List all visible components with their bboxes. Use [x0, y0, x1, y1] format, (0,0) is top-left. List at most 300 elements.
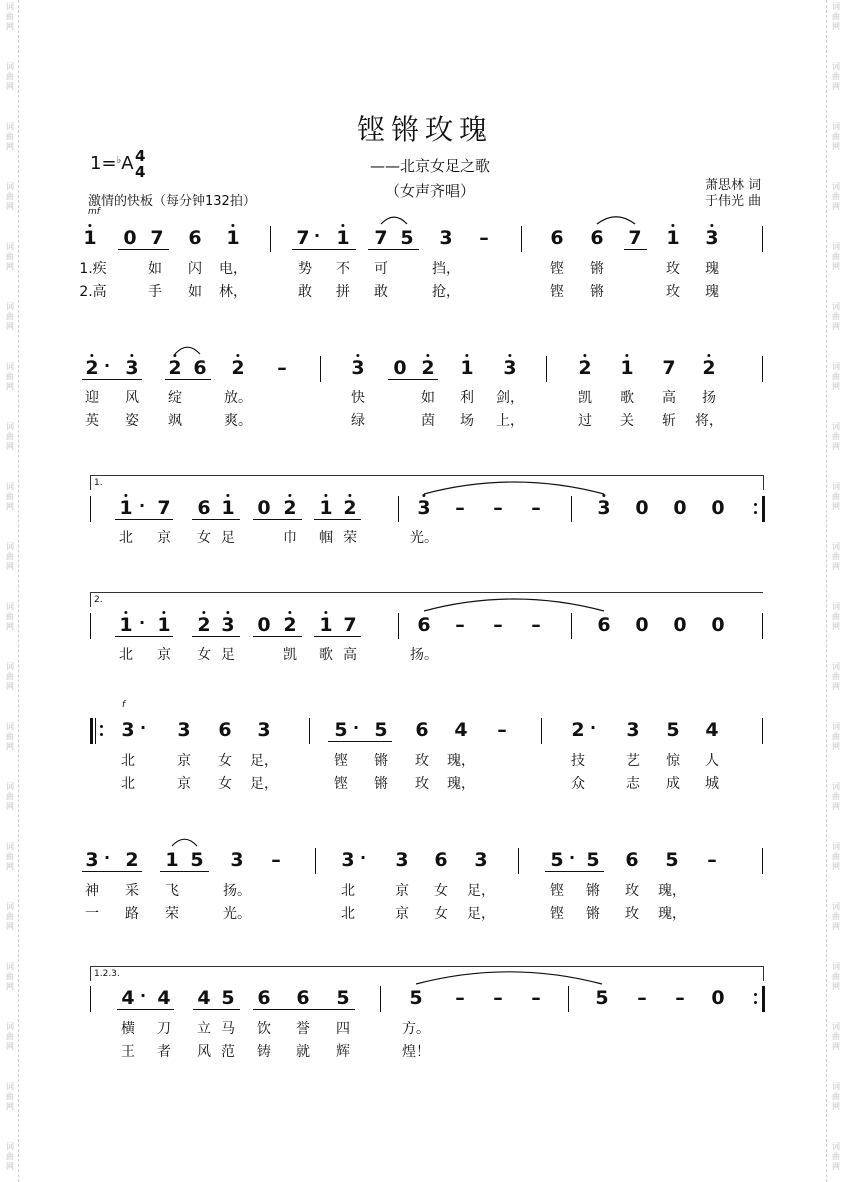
repeat-dot — [100, 725, 103, 728]
watermark-text: 词 曲 网 — [832, 2, 840, 31]
volta-bracket — [90, 966, 764, 981]
slur — [172, 839, 197, 846]
watermark-text: 词 曲 网 — [6, 2, 14, 31]
lyric-syllable: 绽 — [168, 390, 182, 406]
note-digit: 3 — [626, 719, 640, 741]
lyric-syllable: 女 — [197, 647, 211, 663]
note-digit: 1 — [460, 357, 474, 379]
augmentation-dot: · — [360, 848, 367, 867]
lyric-syllable: 凯 — [283, 647, 297, 663]
lyric-syllable: 玫 — [666, 284, 680, 300]
lyric-syllable: 京 — [395, 883, 409, 899]
lyric-syllable: 如 — [148, 261, 162, 277]
note — [341, 849, 354, 871]
note — [374, 719, 387, 741]
note — [474, 849, 487, 871]
note-digit: 7 — [343, 614, 357, 636]
note-digit: – — [455, 614, 465, 636]
lyric-syllable: 歌 — [319, 647, 333, 663]
note — [197, 987, 210, 1009]
song-title: 铿锵玫瑰 — [356, 113, 493, 146]
lyric-syllable: 一 — [85, 906, 99, 922]
note-digit: 3 — [85, 849, 99, 871]
lyric-syllable: 锵 — [586, 883, 600, 899]
lyric-syllable: 玫 — [625, 883, 639, 899]
lyric-syllable: 成 — [666, 776, 680, 792]
note-digit: – — [531, 497, 541, 519]
lyric-syllable: 横 — [121, 1021, 135, 1037]
note-digit: – — [493, 987, 503, 1009]
dynamic-mf: mf — [88, 207, 100, 217]
note-digit: 0 — [635, 614, 649, 636]
lyric-syllable: 歌 — [620, 390, 634, 406]
volta-label: 1. — [94, 478, 103, 488]
note — [157, 614, 170, 636]
note — [417, 497, 430, 519]
lyric-syllable: 高 — [662, 390, 676, 406]
augmentation-dot: · — [139, 613, 146, 632]
lyric-syllable: 瑰， — [658, 883, 686, 899]
augmentation-dot: · — [140, 718, 147, 737]
lyric-syllable: 京 — [177, 776, 191, 792]
note-digit: 3 — [121, 719, 135, 741]
note — [296, 987, 309, 1009]
lyric-syllable: 锵 — [590, 261, 604, 277]
note — [197, 614, 210, 636]
lyric-syllable: 英 — [85, 413, 99, 429]
dash-extension — [531, 987, 541, 1009]
note-digit: 5 — [666, 719, 680, 741]
note-digit: 2 — [283, 614, 297, 636]
bar-line — [320, 356, 321, 382]
note — [190, 849, 203, 871]
dynamic-f: f — [122, 700, 126, 710]
eighth-underline — [314, 519, 361, 520]
note — [121, 987, 134, 1009]
lyric-syllable: 迎 — [85, 390, 99, 406]
lyric-syllable: 范 — [221, 1044, 235, 1060]
note — [395, 849, 408, 871]
note-digit: 1 — [666, 227, 680, 249]
note-digit: 5 — [665, 849, 679, 871]
lyric-syllable: 足 — [221, 647, 235, 663]
lyric-syllable: 茵 — [421, 413, 435, 429]
dash-extension — [493, 614, 503, 636]
note — [590, 227, 603, 249]
start-repeat-bar — [90, 718, 93, 744]
composer-credit: 于伟光 曲 — [705, 194, 762, 209]
note — [409, 987, 422, 1009]
lyric-syllable: 玫 — [415, 776, 429, 792]
song-subtitle: ——北京女足之歌 — [369, 157, 490, 175]
watermark-text: 词 曲 网 — [6, 1142, 14, 1171]
lyric-syllable: 绿 — [351, 413, 365, 429]
eighth-underline — [192, 519, 240, 520]
watermark-text: 词 曲 网 — [832, 242, 840, 271]
note — [343, 497, 356, 519]
bar-line — [762, 356, 763, 382]
watermark-text: 词 曲 网 — [832, 962, 840, 991]
lyric-syllable: 扬。 — [410, 647, 438, 663]
lyric-syllable: 利 — [460, 390, 474, 406]
eighth-underline — [328, 741, 392, 742]
note — [415, 719, 428, 741]
lyric-syllable: 风 — [125, 390, 139, 406]
lyric-syllable: 敢 — [374, 284, 388, 300]
note — [226, 227, 239, 249]
note-digit: 0 — [393, 357, 407, 379]
lyric-syllable: 锵 — [374, 776, 388, 792]
lyric-syllable: 瑰， — [658, 906, 686, 922]
lyric-syllable: 铿 — [334, 753, 348, 769]
lyric-syllable: 帼 — [319, 530, 333, 546]
voice-part: （女声齐唱） — [384, 182, 475, 200]
note — [319, 497, 332, 519]
note-digit: – — [531, 614, 541, 636]
final-repeat-bar — [762, 496, 765, 522]
note — [168, 357, 181, 379]
note-digit: 1 — [119, 497, 133, 519]
note — [336, 227, 349, 249]
rest-note — [711, 987, 724, 1009]
lyric-syllable: 放。 — [224, 390, 252, 406]
eighth-underline — [314, 636, 361, 637]
watermark-text: 词 曲 网 — [832, 902, 840, 931]
note-digit: 3 — [125, 357, 139, 379]
note — [193, 357, 206, 379]
volta-bracket — [90, 592, 763, 607]
lyric-syllable: 路 — [125, 906, 139, 922]
eighth-underline — [545, 871, 604, 872]
note — [662, 357, 675, 379]
lyric-syllable: 瑰， — [447, 753, 475, 769]
lyric-syllable: 风 — [197, 1044, 211, 1060]
note-digit: 1 — [119, 614, 133, 636]
lyric-syllable: 荣 — [165, 906, 179, 922]
note — [595, 987, 608, 1009]
bar-line — [571, 613, 572, 639]
lyric-syllable: 就 — [296, 1044, 310, 1060]
bar-line — [541, 718, 542, 744]
watermark-text: 词 曲 网 — [6, 602, 14, 631]
bar-line — [90, 613, 91, 639]
rest-note — [635, 614, 648, 636]
note-digit: 1 — [620, 357, 634, 379]
lyric-syllable: 惊 — [666, 753, 680, 769]
rest-note — [711, 614, 724, 636]
lyric-syllable: 闪 — [188, 261, 202, 277]
dash-extension — [493, 987, 503, 1009]
note — [319, 614, 332, 636]
watermark-text: 词 曲 网 — [6, 962, 14, 991]
lyric-syllable: 北 — [341, 906, 355, 922]
note-digit: 6 — [590, 227, 604, 249]
lyric-syllable: 铿 — [550, 906, 564, 922]
note — [417, 614, 430, 636]
lyric-syllable: 拼 — [336, 284, 350, 300]
note-digit: 1 — [336, 227, 350, 249]
note — [626, 719, 639, 741]
note-digit: 0 — [711, 614, 725, 636]
lyric-syllable: 神 — [85, 883, 99, 899]
lyric-syllable: 人 — [705, 753, 719, 769]
dash-extension — [531, 614, 541, 636]
note — [503, 357, 516, 379]
lyric-syllable: 铿 — [334, 776, 348, 792]
lyric-syllable: 不 — [336, 261, 350, 277]
bar-line — [762, 226, 763, 252]
rest-note — [257, 497, 270, 519]
note-digit: 1 — [319, 497, 333, 519]
bar-line — [546, 356, 547, 382]
eighth-underline — [192, 636, 240, 637]
note-digit: 3 — [177, 719, 191, 741]
watermark-text: 词 曲 网 — [6, 902, 14, 931]
rest-note — [123, 227, 136, 249]
lyric-syllable: 姿 — [125, 413, 139, 429]
watermark-text: 词 曲 网 — [6, 182, 14, 211]
watermark-text: 词 曲 网 — [832, 542, 840, 571]
watermark-text: 词 曲 网 — [832, 362, 840, 391]
lyric-syllable: 1.疾 — [79, 261, 107, 277]
note-digit: 7 — [662, 357, 676, 379]
note-digit: 1 — [157, 614, 171, 636]
lyric-syllable: 马 — [221, 1021, 235, 1037]
note-digit: 4 — [157, 987, 171, 1009]
watermark-text: 词 曲 网 — [832, 482, 840, 511]
note-digit: 0 — [123, 227, 137, 249]
note — [257, 719, 270, 741]
note-digit: 5 — [595, 987, 609, 1009]
lyric-syllable: 女 — [434, 883, 448, 899]
eighth-underline — [253, 519, 302, 520]
note — [85, 849, 98, 871]
lyric-syllable: 方。 — [402, 1021, 430, 1037]
watermark-text: 词 曲 网 — [832, 62, 840, 91]
note — [157, 987, 170, 1009]
augmentation-dot: · — [314, 226, 321, 245]
note-digit: 2 — [283, 497, 297, 519]
dash-extension — [455, 987, 465, 1009]
lyric-syllable: 足， — [250, 753, 278, 769]
lyric-syllable: 足 — [221, 530, 235, 546]
lyric-syllable: 辉 — [336, 1044, 350, 1060]
note — [283, 497, 296, 519]
lyric-syllable: 技 — [571, 753, 585, 769]
rest-note — [635, 497, 648, 519]
lyric-syllable: 采 — [125, 883, 139, 899]
repeat-dot — [754, 511, 757, 514]
bar-line — [762, 848, 763, 874]
lyric-syllable: 2.高 — [79, 284, 107, 300]
bar-line — [380, 986, 381, 1012]
time-signature: 4 4 — [135, 147, 146, 181]
eighth-underline — [292, 249, 356, 250]
note-digit: – — [531, 987, 541, 1009]
eighth-underline — [115, 636, 173, 637]
lyric-syllable: 铿 — [550, 284, 564, 300]
lyric-syllable: 将， — [695, 413, 723, 429]
note — [257, 987, 270, 1009]
bar-line — [270, 226, 271, 252]
note-digit: 6 — [417, 614, 431, 636]
note-digit: 3 — [351, 357, 365, 379]
note-digit: – — [493, 497, 503, 519]
lyric-syllable: 艺 — [626, 753, 640, 769]
augmentation-dot: · — [139, 496, 146, 515]
note-digit: 2 — [578, 357, 592, 379]
watermark-text: 词 曲 网 — [6, 662, 14, 691]
lyric-syllable: 饮 — [257, 1021, 271, 1037]
repeat-dot — [754, 1001, 757, 1004]
note-digit: 5 — [550, 849, 564, 871]
note-digit: 3 — [395, 849, 409, 871]
note-digit: 4 — [121, 987, 135, 1009]
note-digit: 5 — [374, 719, 388, 741]
lyric-syllable: 京 — [177, 753, 191, 769]
lyric-syllable: 荣 — [343, 530, 357, 546]
lyric-syllable: 玫 — [666, 261, 680, 277]
note — [374, 227, 387, 249]
lyric-syllable: 铿 — [550, 261, 564, 277]
watermark-text: 词 曲 网 — [832, 1142, 840, 1171]
lyric-syllable: 扬 — [702, 390, 716, 406]
note-digit: 0 — [711, 497, 725, 519]
eighth-underline — [388, 379, 438, 380]
lyric-syllable: 玫 — [625, 906, 639, 922]
lyric-syllable: 煌！ — [402, 1044, 430, 1060]
note-digit: – — [493, 614, 503, 636]
eighth-underline — [193, 1009, 240, 1010]
note-digit: – — [675, 987, 685, 1009]
rest-note — [673, 497, 686, 519]
note — [665, 849, 678, 871]
lyric-syllable: 足， — [467, 883, 495, 899]
lyric-syllable: 王 — [121, 1044, 135, 1060]
note-digit: 3 — [439, 227, 453, 249]
note — [550, 849, 563, 871]
lyric-syllable: 誉 — [296, 1021, 310, 1037]
dash-extension — [493, 497, 503, 519]
bar-line — [521, 226, 522, 252]
watermark-text: 词 曲 网 — [6, 1082, 14, 1111]
note — [343, 614, 356, 636]
note-digit: 3 — [257, 719, 271, 741]
eighth-underline — [253, 636, 302, 637]
bar-line — [762, 613, 763, 639]
note-digit: 5 — [409, 987, 423, 1009]
note — [150, 227, 163, 249]
note-digit: – — [271, 849, 281, 871]
lyric-syllable: 飞 — [165, 883, 179, 899]
dash-extension — [531, 497, 541, 519]
note-digit: 7 — [157, 497, 171, 519]
note-digit: 3 — [230, 849, 244, 871]
final-repeat-bar — [762, 986, 765, 1012]
lyric-syllable: 扬。 — [223, 883, 251, 899]
note-digit: 6 — [597, 614, 611, 636]
note-digit: 6 — [197, 497, 211, 519]
note — [454, 719, 467, 741]
note-digit: – — [455, 987, 465, 1009]
lyric-syllable: 凯 — [578, 390, 592, 406]
lyric-syllable: 光。 — [410, 530, 438, 546]
lyric-syllable: 飒 — [168, 413, 182, 429]
lyric-syllable: 势 — [298, 261, 312, 277]
note — [400, 227, 413, 249]
note — [597, 614, 610, 636]
eighth-underline — [118, 249, 169, 250]
note-digit: 6 — [434, 849, 448, 871]
lyric-syllable: 电， — [219, 261, 247, 277]
note — [221, 987, 234, 1009]
watermark-text: 词 曲 网 — [832, 422, 840, 451]
lyric-syllable: 上， — [496, 413, 524, 429]
lyric-syllable: 瑰 — [705, 261, 719, 277]
watermark-text: 词 曲 网 — [832, 122, 840, 151]
note-digit: 6 — [218, 719, 232, 741]
dash-extension — [479, 227, 489, 249]
watermark-text: 词 曲 网 — [6, 122, 14, 151]
note-digit: 5 — [334, 719, 348, 741]
note — [571, 719, 584, 741]
note-digit: 3 — [221, 614, 235, 636]
dash-extension — [637, 987, 647, 1009]
note — [578, 357, 591, 379]
note-digit: 7 — [296, 227, 310, 249]
note — [231, 357, 244, 379]
note — [597, 497, 610, 519]
watermark-text: 词 曲 网 — [6, 302, 14, 331]
bar-line — [398, 613, 399, 639]
note — [628, 227, 641, 249]
note-digit: 1 — [226, 227, 240, 249]
lyric-syllable: 可 — [374, 261, 388, 277]
eighth-underline — [624, 249, 647, 250]
lyric-syllable: 高 — [343, 647, 357, 663]
note — [83, 227, 96, 249]
note — [620, 357, 633, 379]
lyric-syllable: 立 — [197, 1021, 211, 1037]
lyric-syllable: 北 — [119, 530, 133, 546]
note-digit: 2 — [85, 357, 99, 379]
note — [550, 227, 563, 249]
note-digit: 6 — [193, 357, 207, 379]
lyric-syllable: 光。 — [223, 906, 251, 922]
note-digit: 0 — [257, 497, 271, 519]
note — [85, 357, 98, 379]
note-digit: 0 — [673, 614, 687, 636]
lyric-syllable: 足， — [250, 776, 278, 792]
lyric-syllable: 如 — [188, 284, 202, 300]
lyric-syllable: 关 — [620, 413, 634, 429]
note-digit: 6 — [296, 987, 310, 1009]
eighth-underline — [82, 379, 142, 380]
lyric-syllable: 京 — [395, 906, 409, 922]
bar-line — [90, 496, 91, 522]
slur — [381, 217, 407, 224]
lyricist-credit: 萧思林 词 — [705, 178, 762, 193]
slur — [597, 217, 635, 224]
note — [336, 987, 349, 1009]
note-digit: – — [277, 357, 287, 379]
note-digit: – — [637, 987, 647, 1009]
rest-note — [257, 614, 270, 636]
bar-line — [90, 986, 91, 1012]
lyric-syllable: 足， — [467, 906, 495, 922]
note-digit: 5 — [400, 227, 414, 249]
augmentation-dot: · — [569, 848, 576, 867]
